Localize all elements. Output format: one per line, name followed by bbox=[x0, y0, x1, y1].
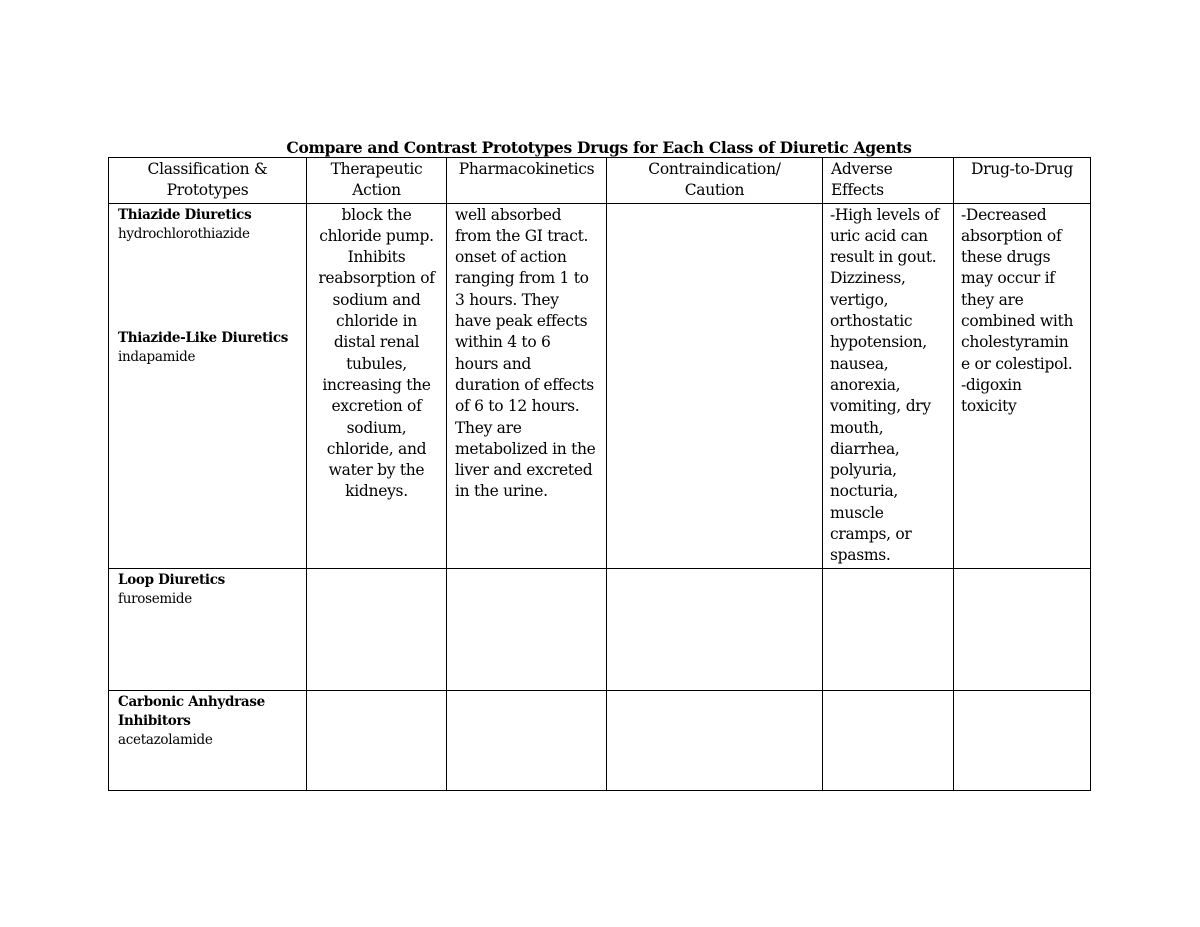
prototype-hydrochlorothiazide: hydrochlorothiazide bbox=[118, 225, 250, 242]
header-row bbox=[109, 158, 1091, 204]
diuretics-comparison-table bbox=[108, 157, 1091, 791]
empty-cell bbox=[607, 568, 823, 690]
empty-cell bbox=[607, 690, 823, 790]
classification-cell-thiazide bbox=[109, 203, 307, 568]
table-row-carbonic-anhydrase bbox=[109, 690, 1091, 790]
prototype-acetazolamide: acetazolamide bbox=[118, 731, 213, 748]
drug-to-drug-cell: -Decreased absorption of these drugs may occur if they are combined with cholestyramin e or colestipol. -digoxin toxicity bbox=[954, 203, 1091, 568]
empty-cell bbox=[307, 690, 447, 790]
empty-cell bbox=[823, 690, 954, 790]
empty-cell bbox=[954, 568, 1091, 690]
header-pharmacokinetics: Pharmacokinetics bbox=[447, 158, 607, 204]
table-row-thiazide bbox=[109, 203, 1091, 568]
header-therapeutic-action: Therapeutic Action bbox=[307, 158, 447, 204]
contraindication-cell bbox=[607, 203, 823, 568]
prototype-furosemide: furosemide bbox=[118, 590, 192, 607]
document-title: Compare and Contrast Prototypes Drugs for Each Class of Diuretic Agents bbox=[286, 138, 912, 157]
header-contraindication: Contraindication/ Caution bbox=[607, 158, 823, 204]
class-name-thiazide-like: Thiazide-Like Diuretics bbox=[118, 329, 289, 346]
classification-cell-carbonic-anhydrase bbox=[109, 690, 307, 790]
pharmacokinetics-cell: well absorbed from the GI tract. onset of action ranging from 1 to 3 hours. They have peak effects within 4 to 6 hours and duration of effects of 6 to 12 hours. They are metabolized in the liver and excreted in the urine. bbox=[447, 203, 607, 568]
empty-cell bbox=[447, 690, 607, 790]
prototype-indapamide: indapamide bbox=[118, 348, 196, 365]
class-name-loop: Loop Diuretics bbox=[118, 571, 225, 588]
empty-cell bbox=[447, 568, 607, 690]
therapeutic-action-cell: block the chloride pump. Inhibits reabsorption of sodium and chloride in distal renal tubules, increasing the excretion of sodium, chloride, and water by the kidneys. bbox=[307, 203, 447, 568]
empty-cell bbox=[307, 568, 447, 690]
header-drug-to-drug: Drug-to-Drug bbox=[954, 158, 1091, 204]
classification-cell-loop bbox=[109, 568, 307, 690]
table-row-loop bbox=[109, 568, 1091, 690]
header-classification: Classification & Prototypes bbox=[109, 158, 307, 204]
empty-cell bbox=[954, 690, 1091, 790]
cell-spacer bbox=[118, 244, 298, 329]
class-name-thiazide: Thiazide Diuretics bbox=[118, 206, 252, 223]
header-adverse-effects: Adverse Effects bbox=[823, 158, 954, 204]
class-name-carbonic-anhydrase: Carbonic Anhydrase Inhibitors bbox=[118, 693, 265, 729]
adverse-effects-cell: -High levels of uric acid can result in gout. Dizziness, vertigo, orthostatic hypotension, nausea, anorexia, vomiting, dry mouth, diarrhea, polyuria, nocturia, muscle cramps, or spasms. bbox=[823, 203, 954, 568]
empty-cell bbox=[823, 568, 954, 690]
